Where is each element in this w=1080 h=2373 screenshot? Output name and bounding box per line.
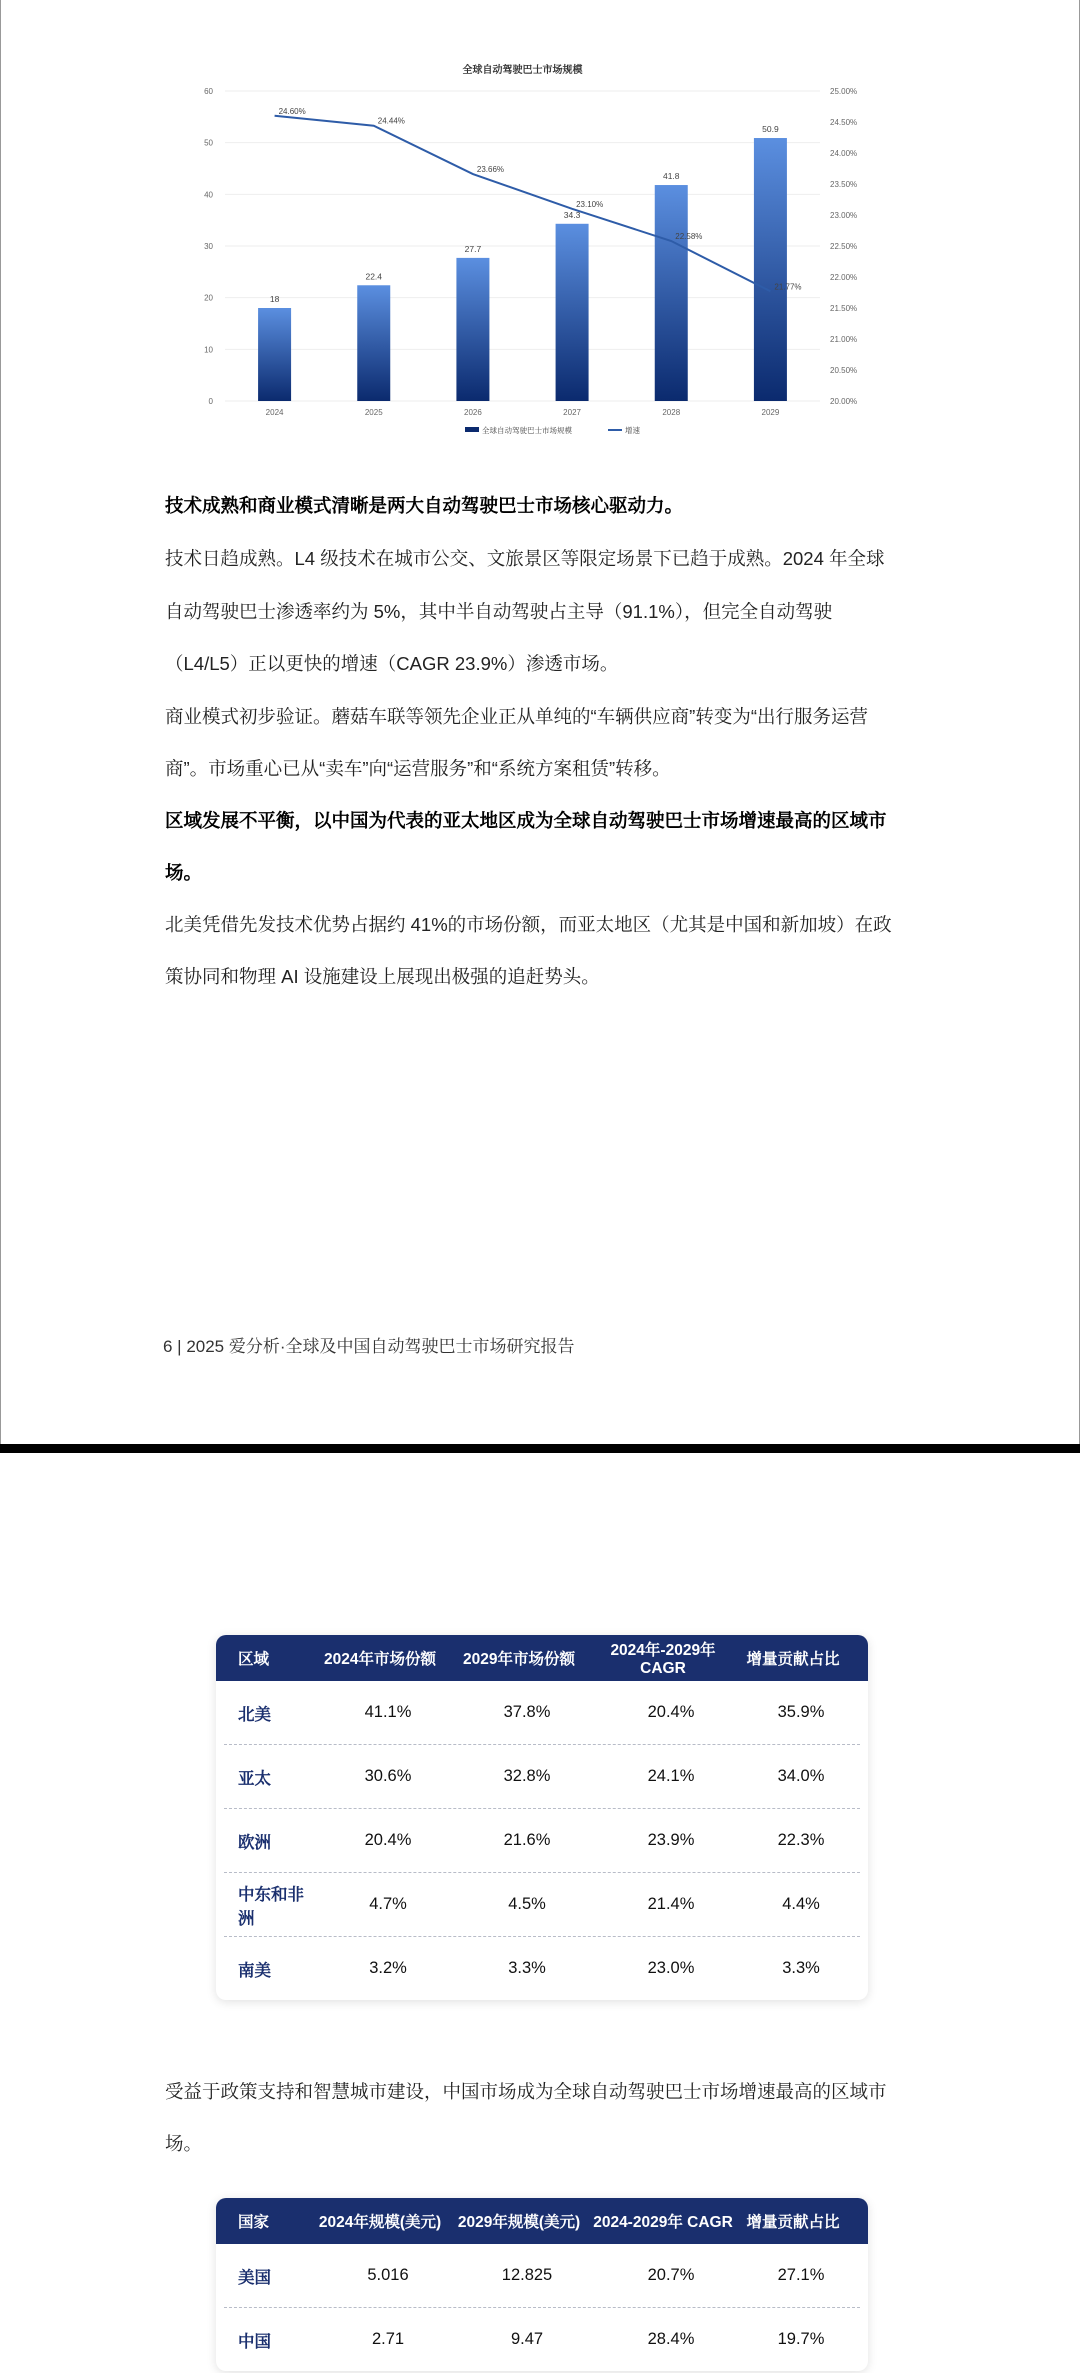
bar xyxy=(357,285,390,401)
table-header-cell: 增量贡献占比 xyxy=(746,2214,840,2231)
table-header-cell: 2029年市场份额 xyxy=(463,1651,575,1668)
y-right-tick-label: 20.50% xyxy=(830,366,858,375)
y-left-tick-label: 40 xyxy=(204,190,213,200)
x-tick-label: 2024 xyxy=(265,408,284,417)
legend-label: 增速 xyxy=(625,426,640,435)
table-cell: 20.4% xyxy=(364,1831,412,1849)
table-cell: 22.3% xyxy=(777,1831,825,1849)
table-cell: 28.4% xyxy=(647,2330,695,2348)
bar-value-label: 50.9 xyxy=(762,124,779,135)
bar-value-label: 34.3 xyxy=(563,209,581,220)
table-cell: 4.5% xyxy=(508,1895,546,1913)
table-cell: 32.8% xyxy=(503,1767,551,1785)
report-page-7 xyxy=(0,1453,1080,2373)
paragraph-line: 策协同和物理 AI 设施建设上展现出极强的追赶势头。 xyxy=(165,966,600,987)
bar xyxy=(655,185,688,401)
table-row xyxy=(224,1937,860,2000)
country-size-table xyxy=(216,2198,868,2371)
table-cell: 19.7% xyxy=(777,2330,825,2348)
table-cell: 20.4% xyxy=(647,1703,695,1721)
table-header-cell: 2024年市场份额 xyxy=(324,1651,436,1668)
heading-region: 场。 xyxy=(165,862,203,883)
table-cell: 12.825 xyxy=(501,2266,553,2284)
paragraph-line: 自动驾驶巴士渗透率约为 5%，其中半自动驾驶占主导（91.1%），但完全自动驾驶 xyxy=(165,601,833,622)
paragraph-line: 商”。市场重心已从“卖车”向“运营服务”和“系统方案租赁”转移。 xyxy=(165,758,671,779)
table-cell: 2.71 xyxy=(371,2330,405,2348)
x-tick-label: 2025 xyxy=(364,408,383,417)
market-size-chart xyxy=(160,55,890,445)
paragraph-line: （L4/L5）正以更快的增速（CAGR 23.9%）渗透市场。 xyxy=(165,653,619,674)
table-cell: 20.7% xyxy=(647,2266,695,2284)
page-separator xyxy=(0,1444,1080,1453)
table-cell: 亚太 xyxy=(238,1769,271,1788)
table-cell: 3.3% xyxy=(782,1959,820,1977)
legend-label: 全球自动驾驶巴士市场规模 xyxy=(482,426,572,435)
table-cell: 21.6% xyxy=(503,1831,551,1849)
x-tick-label: 2026 xyxy=(464,408,482,417)
y-right-tick-label: 21.00% xyxy=(830,335,858,344)
bar xyxy=(258,308,291,401)
line-value-label: 21.77% xyxy=(774,282,802,292)
table-cell: 41.1% xyxy=(364,1703,412,1721)
table-row xyxy=(224,1809,860,1873)
table-row xyxy=(224,1745,860,1809)
paragraph-line: 技术日趋成熟。L4 级技术在城市公交、文旅景区等限定场景下已趋于成熟。2024 年全球 xyxy=(165,548,885,569)
table-cell: 4.4% xyxy=(782,1895,820,1913)
y-right-tick-label: 21.50% xyxy=(830,304,858,313)
growth-line xyxy=(275,116,771,291)
table-cell: 中国 xyxy=(238,2332,271,2351)
bar-value-label: 41.8 xyxy=(662,171,680,182)
y-right-tick-label: 23.00% xyxy=(830,211,858,220)
paragraph-line: 北美凭借先发技术优势占据约 41%的市场份额，而亚太地区（尤其是中国和新加坡）在政 xyxy=(165,914,892,935)
table-header xyxy=(216,1635,868,1681)
table-header-cell: 2024年规模(美元) xyxy=(318,2214,442,2231)
paragraph-line: 商业模式初步验证。蘑菇车联等领先企业正从单纯的“车辆供应商”转变为“出行服务运营 xyxy=(165,706,868,727)
x-tick-label: 2028 xyxy=(662,408,681,417)
table-cell: 23.9% xyxy=(647,1831,695,1849)
table-cell: 3.3% xyxy=(508,1959,546,1977)
table-row xyxy=(224,1681,860,1745)
table-header-cell: 增量贡献占比 xyxy=(746,1651,840,1668)
line-value-label: 24.60% xyxy=(278,106,306,116)
bar-value-label: 22.4 xyxy=(365,271,383,282)
table-header-cell: 国家 xyxy=(238,2214,270,2231)
table-cell: 中东和非洲 xyxy=(238,1885,304,1928)
table-header-cell: 2024年-2029年CAGR xyxy=(610,1642,716,1677)
y-left-tick-label: 50 xyxy=(204,138,213,148)
table-cell: 南美 xyxy=(238,1961,271,1980)
bar-value-label: 27.7 xyxy=(464,243,482,254)
y-left-tick-label: 20 xyxy=(204,293,213,303)
table-cell: 9.47 xyxy=(510,2330,544,2348)
table-cell: 37.8% xyxy=(503,1703,551,1721)
y-left-tick-label: 30 xyxy=(204,242,213,251)
page-footer: 6 | 2025 爱分析·全球及中国自动驾驶巴士市场研究报告 xyxy=(163,1337,575,1356)
table-cell: 5.016 xyxy=(367,2266,409,2284)
line-value-label: 22.58% xyxy=(675,232,703,242)
table-cell: 30.6% xyxy=(364,1767,412,1785)
heading-drivers: 技术成熟和商业模式清晰是两大自动驾驶巴士市场核心驱动力。 xyxy=(165,495,684,516)
chart-title: 全球自动驾驶巴士市场规模 xyxy=(462,65,583,76)
table-cell: 美国 xyxy=(238,2268,271,2287)
page-border xyxy=(0,0,1,1444)
table-cell: 34.0% xyxy=(777,1767,825,1785)
table-cell: 4.7% xyxy=(369,1895,407,1913)
table-row xyxy=(224,1873,860,1937)
y-right-tick-label: 22.50% xyxy=(830,242,858,251)
line-value-label: 23.66% xyxy=(476,165,505,175)
table-cell: 21.4% xyxy=(647,1895,695,1913)
bar xyxy=(754,138,787,401)
table-cell: 3.2% xyxy=(369,1959,407,1977)
table-header-cell: 2024-2029年 CAGR xyxy=(593,2214,733,2231)
table-header-cell: 2029年规模(美元) xyxy=(457,2214,581,2231)
bar-value-label: 18 xyxy=(269,294,280,304)
y-right-tick-label: 23.50% xyxy=(830,180,858,189)
paragraph-line: 场。 xyxy=(165,2133,203,2154)
table-cell: 23.0% xyxy=(647,1959,695,1977)
bar xyxy=(556,224,589,401)
x-tick-label: 2027 xyxy=(563,408,581,417)
table-header-cell: 区域 xyxy=(238,1651,270,1668)
table-cell: 24.1% xyxy=(647,1767,695,1785)
y-right-tick-label: 24.50% xyxy=(830,118,858,127)
heading-region: 区域发展不平衡，以中国为代表的亚太地区成为全球自动驾驶巴士市场增速最高的区域市 xyxy=(165,810,887,831)
x-tick-label: 2029 xyxy=(761,408,780,417)
table-row xyxy=(224,2308,860,2371)
table-cell: 北美 xyxy=(238,1705,271,1724)
table-row xyxy=(224,2244,860,2308)
table-header xyxy=(216,2198,868,2244)
table-cell: 欧洲 xyxy=(238,1833,271,1852)
y-right-tick-label: 20.00% xyxy=(830,397,858,406)
table-cell: 27.1% xyxy=(777,2266,825,2284)
line-value-label: 24.44% xyxy=(377,116,405,126)
table-cell: 35.9% xyxy=(777,1703,825,1721)
y-left-tick-label: 60 xyxy=(204,87,213,96)
paragraph-line: 受益于政策支持和智慧城市建设，中国市场成为全球自动驾驶巴士市场增速最高的区域市 xyxy=(165,2081,887,2102)
y-left-tick-label: 0 xyxy=(208,397,213,406)
bar xyxy=(456,258,489,401)
y-right-tick-label: 22.00% xyxy=(830,273,858,282)
y-right-tick-label: 25.00% xyxy=(830,87,858,96)
region-share-table xyxy=(216,1635,868,2000)
y-left-tick-label: 10 xyxy=(204,345,213,355)
y-right-tick-label: 24.00% xyxy=(830,149,858,158)
legend-bar-swatch xyxy=(465,427,479,432)
line-value-label: 23.10% xyxy=(576,199,604,209)
